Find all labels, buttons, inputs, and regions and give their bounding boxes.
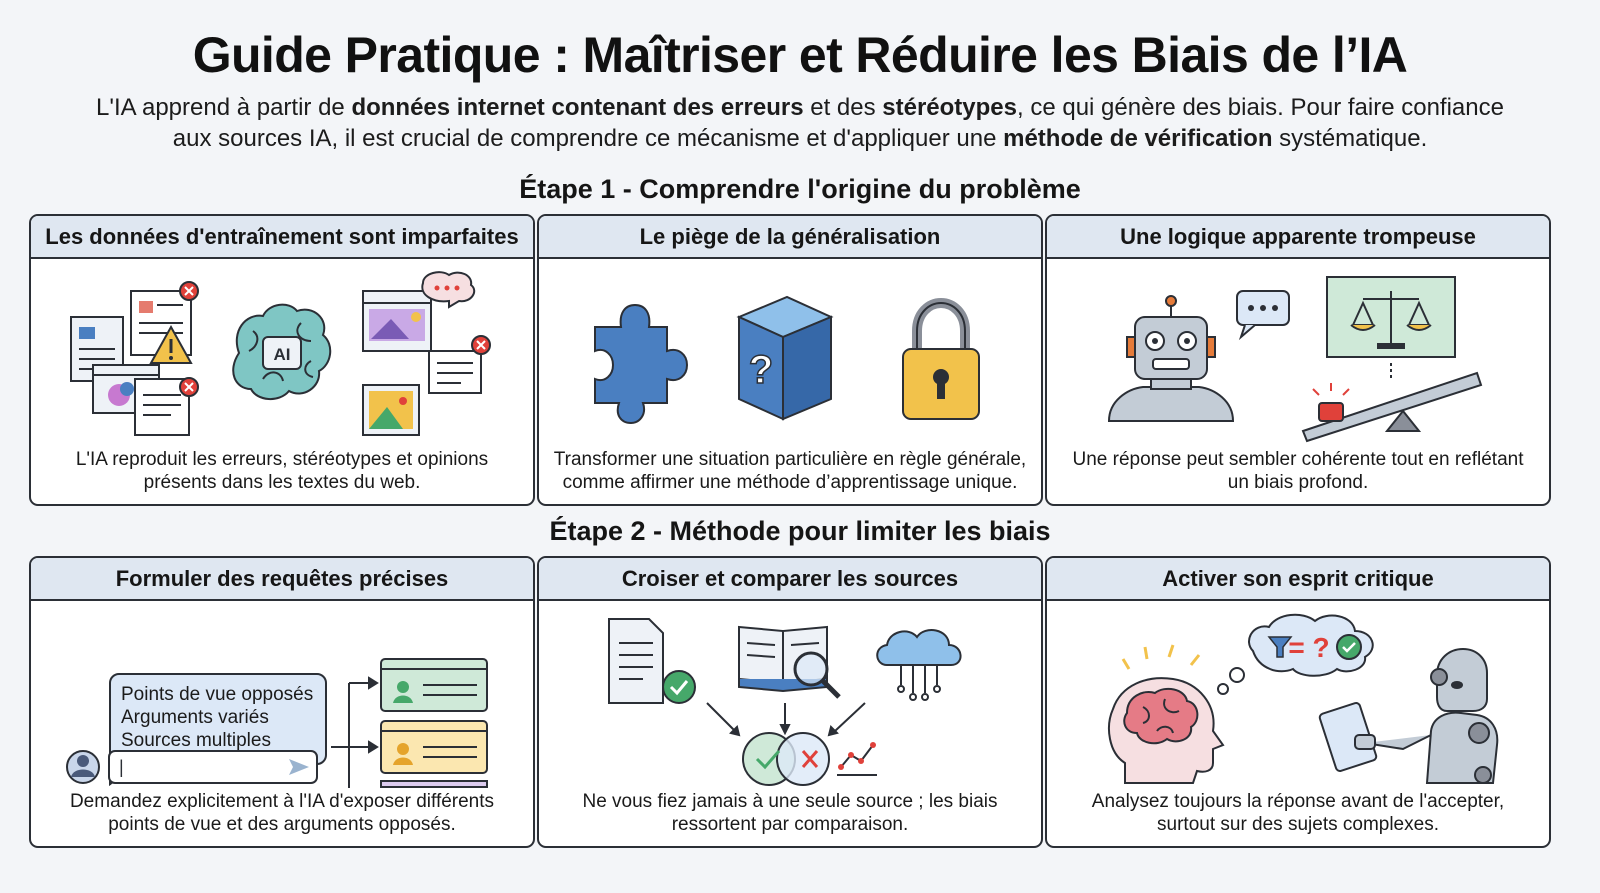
card-generalization	[537, 214, 1043, 506]
card-description: L'IA reproduit les erreurs, stéréotypes et opinions présents dans les textes du web.	[75, 449, 489, 493]
converging-arrows	[707, 703, 865, 735]
step2-title: Étape 2 - Méthode pour limiter les biais	[549, 516, 1051, 546]
result-card-green	[381, 659, 487, 711]
card-heading: Croiser et comparer les sources	[539, 558, 1041, 601]
result-card-yellow	[381, 721, 487, 773]
padlock-icon	[903, 303, 979, 419]
venn-compare-icon	[743, 733, 829, 785]
card-critical-thinking	[1045, 556, 1551, 848]
branch-arrows	[331, 678, 377, 788]
card-description: Analysez toujours la réponse avant de l'accepter, surtout sur des sujets complexes.	[1091, 791, 1505, 835]
card-description: Demandez explicitement à l'IA d'exposer différents points de vue et des arguments opposés.	[69, 791, 495, 835]
question-mark: ?	[748, 348, 774, 392]
search-input-box	[109, 751, 317, 783]
brain-head-icon	[1109, 645, 1223, 783]
card-heading: Les données d'entraînement sont imparfaites	[31, 216, 533, 259]
thought-symbols: = ?	[1288, 632, 1330, 663]
documents-icon	[71, 282, 198, 435]
cloud-network-icon	[877, 630, 960, 700]
intro-text	[40, 92, 1560, 154]
page-title: Guide Pratique : Maîtriser et Réduire les Biais de l’IA	[192, 27, 1408, 83]
card-illustration	[31, 261, 533, 446]
document-check-icon	[609, 619, 695, 703]
user-icon	[67, 751, 99, 783]
intro-line-1: L'IA apprend à partir de données internet contenant des erreurs et des stéréotypes, ce qui génère des biais. Pour faire confiance	[96, 94, 1504, 121]
seesaw-icon	[1303, 363, 1481, 441]
intro-line-2: aux sources IA, il est crucial de comprendre ce mécanisme et d'appliquer une méthode de vérification systématique.	[172, 125, 1428, 152]
card-illustration	[1047, 603, 1549, 788]
card-illustration	[539, 261, 1041, 446]
card-description: Une réponse peut sembler cohérente tout en reflétant un biais profond.	[1072, 449, 1524, 493]
book-magnifier-icon	[739, 627, 839, 697]
card-description: Ne vous fiez jamais à une seule source ; les biais ressortent par comparaison.	[582, 791, 998, 835]
puzzle-icon	[595, 305, 687, 423]
result-card-purple	[381, 781, 487, 787]
card-training-data	[29, 214, 535, 506]
ai-label: AI	[273, 345, 291, 364]
card-precise-queries	[29, 556, 535, 848]
prompt-bubble: Points de vue opposés Arguments variés Sources multiples	[109, 673, 327, 765]
card-illustration	[1047, 261, 1549, 446]
robot-icon	[1109, 296, 1233, 421]
scales-icon	[1327, 277, 1455, 357]
chart-icon	[837, 742, 877, 775]
media-icon	[363, 272, 490, 435]
card-heading: Le piège de la généralisation	[539, 216, 1041, 259]
card-cross-sources	[537, 556, 1043, 848]
brain-ai-icon	[233, 305, 330, 399]
card-heading: Activer son esprit critique	[1047, 558, 1549, 601]
card-heading: Formuler des requêtes précises	[31, 558, 533, 601]
card-illustration	[31, 603, 533, 788]
chat-bubble-icon	[1237, 291, 1289, 337]
input-caret: |	[119, 757, 124, 777]
card-description: Transformer une situation particulière en règle générale, comme affirmer une méthode d’apprentissage unique.	[553, 449, 1027, 493]
card-heading: Une logique apparente trompeuse	[1047, 216, 1549, 259]
mystery-cube-icon	[739, 297, 831, 419]
card-illustration	[539, 603, 1041, 788]
step1-title: Étape 1 - Comprendre l'origine du problème	[519, 174, 1081, 204]
card-misleading-logic	[1045, 214, 1551, 506]
thought-bubble-icon	[1218, 615, 1373, 694]
